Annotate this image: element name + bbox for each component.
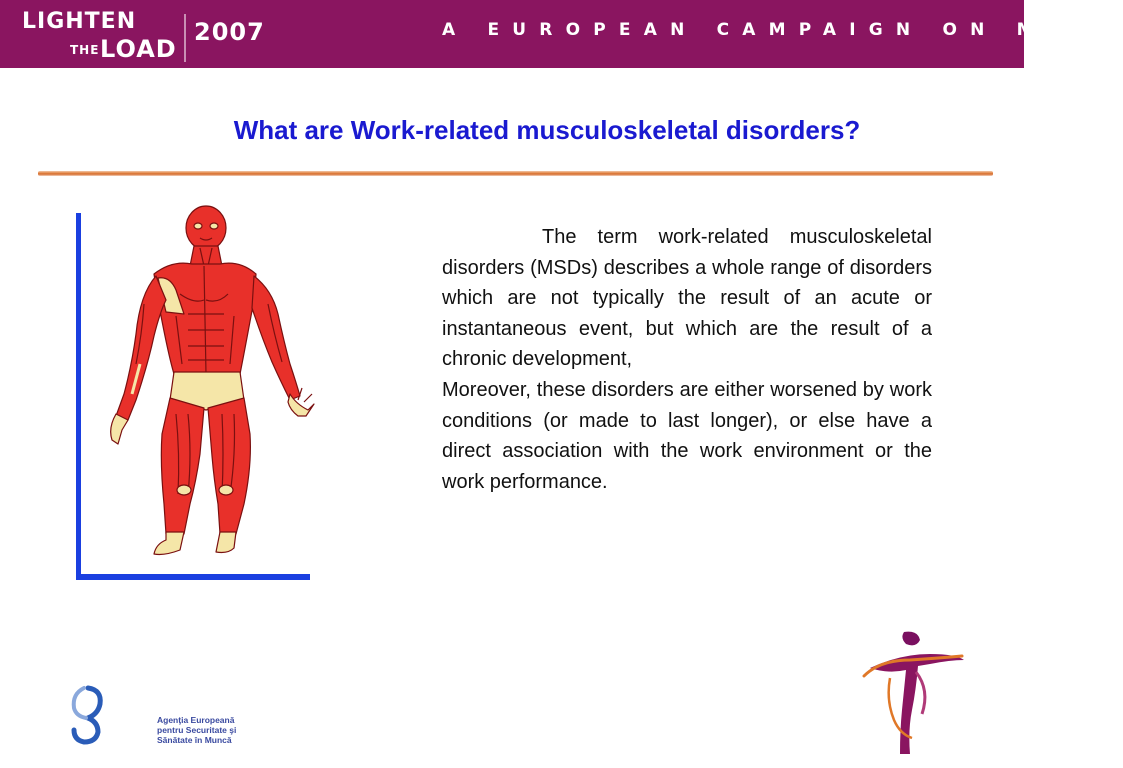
logo-line-load: LOAD (100, 35, 177, 63)
slide-title: What are Work-related musculoskeletal disorders? (233, 115, 861, 145)
campaign-year: 2007 (194, 18, 265, 46)
logo-divider (184, 14, 186, 62)
agency-logo-mark (64, 684, 110, 746)
body-paragraph-aggravation: Moreover, these disorders are either worsened by work conditions (or made to last longer), or else have a direct association with the work environment or the work performance. (442, 378, 932, 493)
logo-line-the: THE (70, 43, 100, 57)
campaign-tagline: A EUROPEAN CAMPAIGN ON MSDs (442, 20, 1123, 40)
body-paragraph-definition: The term work-related musculoskeletal disorders (MSDs) describes a whole range of disorders which are not typically the result of an acute or instantaneous event, but which are the result of a chronic development, (442, 226, 932, 371)
body-paragraphs (442, 222, 932, 497)
header-banner (0, 0, 1123, 68)
logo-line-lighten: LIGHTEN (22, 9, 137, 34)
agency-name-line2: pentru Securitate şi (157, 725, 237, 735)
agency-name (157, 715, 257, 745)
agency-name-line1: Agenţia Europeană (157, 715, 235, 725)
agency-name-line3: Sănătate în Muncă (157, 735, 232, 745)
lighten-the-load-logo (22, 9, 187, 65)
human-musculature-illustration (84, 204, 320, 570)
title-underline (38, 171, 993, 176)
figure-frame-horizontal (76, 574, 310, 580)
campaign-figure-logo (860, 630, 968, 758)
figure-frame-vertical (76, 213, 81, 580)
